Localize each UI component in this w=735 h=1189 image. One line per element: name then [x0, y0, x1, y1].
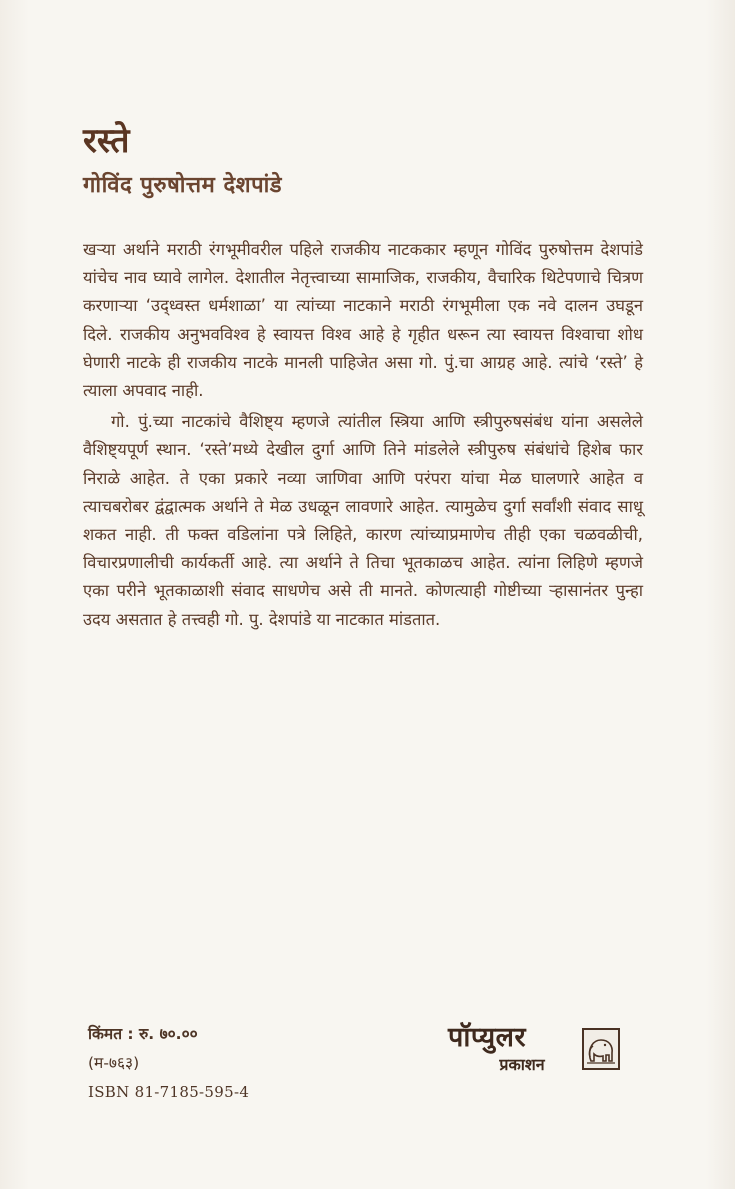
catalog-number: (म-७६३) — [88, 1054, 140, 1072]
blurb-paragraph-1: खऱ्या अर्थाने मराठी रंगभूमीवरील पहिले राजकीय नाटककार म्हणून गोविंद पुरुषोत्तम देशपांडे यांचेच नाव घ्यावे लागेल. देशातील नेतृत्त्वाच्या सामाजिक, राजकीय, वैचारिक थिटेपणाचे चित्रण करणाऱ्या ‘उद्ध्वस्त धर्मशाळा’ या त्यांच्या नाटकाने मराठी रंगभूमीला एक नवे दालन उघडून दिले. राजकीय अनुभवविश्व हे स्वायत्त विश्व आहे हे गृहीत धरून त्या स्वायत्त विश्वाचा शोध घेणारी नाटके ही राजकीय नाटके मानली पाहिजेत असा गो. पुं.चा आग्रह आहे. त्यांचे ‘रस्ते’ हे त्याला अपवाद नाही. — [83, 240, 643, 401]
blurb-paragraph-2: गो. पुं.च्या नाटकांचे वैशिष्ट्य म्हणजे त्यांतील स्त्रिया आणि स्त्रीपुरुषसंबंध यांना असलेले वैशिष्ट्यपूर्ण स्थान. ‘रस्ते’मध्ये देखील दुर्गा आणि तिने मांडलेले स्त्रीपुरुष संबंधांचे हिशेब फार निराळे आहेत. ते एका प्रकारे नव्या जाणिवा आणि परंपरा यांचा मेळ घालणारे आहेत व त्याचबरोबर द्वंद्वात्मक अर्थाने ते मेळ उधळून लावणारे आहेत. त्यामुळेच दुर्गा सर्वांशी संवाद साधू शकत नाही. ती फक्त वडिलांना पत्रे लिहिते, कारण त्यांच्याप्रमाणेच तीही एका चळवळीची, विचारप्रणालीची कार्यकर्ती आहे. त्या अर्थाने ते तिचा भूतकाळच आहेत. त्यांना लिहिणे म्हणजे एका परीने भूतकाळाशी संवाद साधणेच असे ती मानते. कोणत्याही गोष्टीच्या ऱ्हासानंतर पुन्हा उदय असतात हे तत्त्वही गो. पु. देशपांडे या नाटकात मांडतात. — [83, 412, 644, 629]
book-meta — [88, 1020, 249, 1107]
price: किंमत : रु. ७०.०० — [88, 1025, 198, 1043]
publisher-subtitle: प्रकाशन — [499, 1055, 545, 1074]
book-title: रस्ते — [83, 121, 130, 161]
publisher-name: पॉप्युलर — [448, 1022, 526, 1053]
isbn: ISBN 81-7185-595-4 — [88, 1083, 250, 1101]
elephant-logo-graphic — [584, 1030, 618, 1068]
blurb — [83, 236, 643, 634]
elephant-logo-icon — [582, 1028, 620, 1070]
book-author: गोविंद पुरुषोत्तम देशपांडे — [83, 173, 283, 198]
publisher-logo — [397, 1020, 597, 1082]
